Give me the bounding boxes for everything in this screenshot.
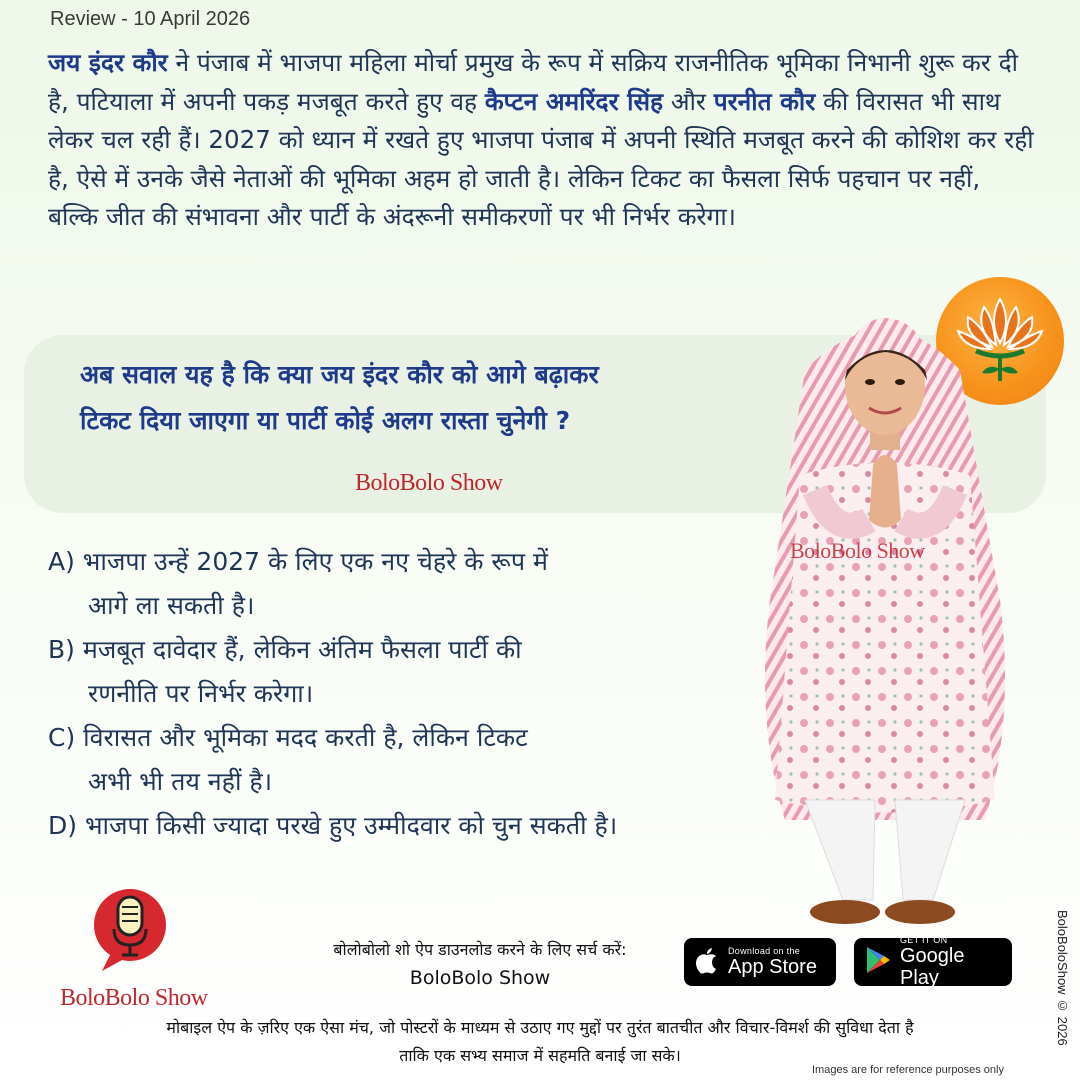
name-preneet-kaur: परनीत कौर [713, 86, 816, 116]
option-a[interactable] [48, 540, 768, 628]
review-date: Review - 10 April 2026 [50, 8, 251, 30]
question-brand: BoloBolo Show [355, 470, 503, 496]
footer-description [40, 1014, 1040, 1070]
podcast-mic-icon [90, 885, 170, 975]
app-store-button[interactable] [684, 938, 836, 986]
question-line-2: टिकट दिया जाएगा या पार्टी कोई अलग रास्ता चुनेगी ? [80, 406, 571, 435]
option-b[interactable] [48, 628, 768, 716]
disclaimer: Images are for reference purposes only [812, 1064, 1004, 1076]
search-prompt-text: बोलोबोलो शो ऐप डाउनलोड करने के लिए सर्च करें: [333, 940, 627, 959]
google-play-icon [864, 945, 892, 979]
copyright-vertical: BoloBoloShow © 2026 [1055, 910, 1070, 1046]
app-name: BoloBolo Show [409, 967, 551, 989]
google-play-small-text: GET IT ON [900, 935, 948, 945]
option-a-line2: आगे ला सकती है। [88, 591, 255, 620]
intro-text-3: की विरासत भी साथ लेकर चल रही हैं। 2027 को ध्यान में रखते हुए भाजपा पंजाब में अपनी स्थिति मजबूत करने की कोशिश कर रही है, ऐसे में उनके जैसे नेताओं की भूमिका अहम हो जाती है। लेकिन टिकट का फैसला सिर्फ पहचान पर नहीं, बल्कि जीत की संभावना और पार्टी के अंदरूनी समीकरणों पर भी निर्भर करेगा। [48, 86, 1034, 231]
intro-text-2: और [663, 86, 714, 116]
app-store-small-text: Download on the [728, 946, 801, 956]
intro-text-1: ने पंजाब में भाजपा महिला मोर्चा प्रमुख के रूप में सक्रिय राजनीतिक भूमिका निभानी शुरू कर दी है, पटियाला में अपनी पकड़ मजबूत करते हुए वह [48, 48, 1018, 116]
description-line-1: मोबाइल ऐप के ज़रिए एक ऐसा मंच, जो पोस्टरों के माध्यम से उठाए गए मुद्दों पर तुरंत बातचीत और विचार-विमर्श की सुविधा देता है [166, 1018, 914, 1037]
question-text [80, 352, 780, 444]
name-captain-amarinder: कैप्टन अमरिंदर सिंह [484, 86, 664, 116]
description-line-2: ताकि एक सभ्य समाज में सहमति बनाई जा सके। [399, 1046, 681, 1065]
google-play-button[interactable] [854, 935, 1012, 989]
option-c-line1: C) विरासत और भूमिका मदद करती है, लेकिन टिकट [48, 723, 528, 752]
question-line-1: अब सवाल यह है कि क्या जय इंदर कौर को आगे बढ़ाकर [80, 360, 599, 389]
option-b-line1: B) मजबूत दावेदार हैं, लेकिन अंतिम फैसला पार्टी की [48, 635, 522, 664]
option-d[interactable] [48, 804, 768, 848]
google-play-label: Google Play [900, 945, 965, 989]
name-jai-inder-kaur: जय इंदर कौर [48, 48, 168, 77]
option-a-line1: A) भाजपा उन्हें 2027 के लिए एक नए चेहरे के रूप में [48, 547, 548, 576]
intro-paragraph [48, 44, 1038, 237]
poll-options [48, 540, 768, 848]
app-search-prompt [300, 936, 660, 992]
option-c[interactable] [48, 716, 768, 804]
apple-icon [694, 945, 720, 979]
option-b-line2: रणनीति पर निर्भर करेगा। [88, 679, 314, 708]
image-watermark: BoloBolo Show [790, 538, 925, 563]
footer-brand: BoloBolo Show [60, 985, 208, 1011]
person-image [745, 300, 1025, 930]
option-c-line2: अभी भी तय नहीं है। [88, 767, 273, 796]
app-store-label: App Store [728, 956, 817, 978]
option-d-line1: D) भाजपा किसी ज्यादा परखे हुए उम्मीदवार को चुन सकती है। [48, 811, 618, 840]
